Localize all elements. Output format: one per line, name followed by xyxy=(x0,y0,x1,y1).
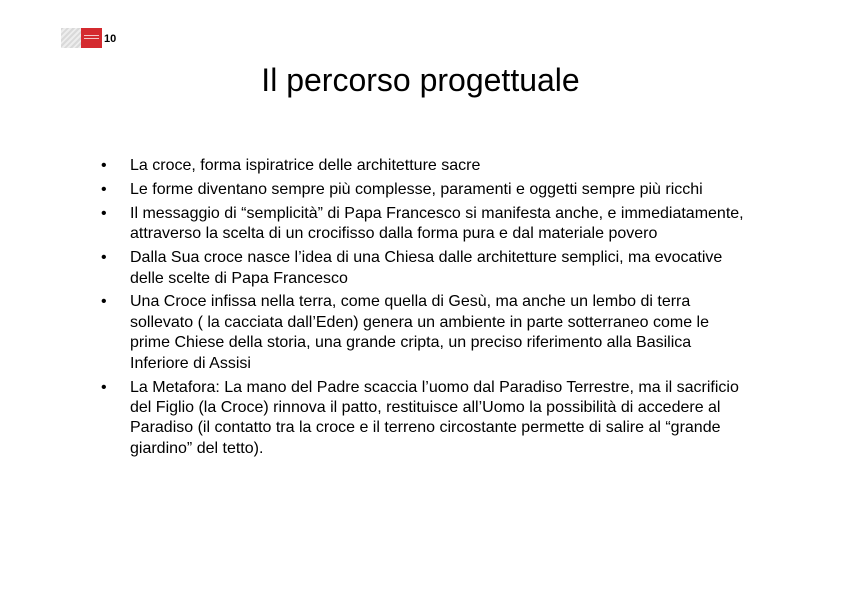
bullet-text: La croce, forma ispiratrice delle architetture sacre xyxy=(130,157,481,174)
bullet-text: La Metafora: La mano del Padre scaccia l’uomo dal Paradiso Terrestre, ma il sacrificio del Figlio (la Croce) rinnova il patto, restituisce all’Uomo la possibilità di accedere al Paradiso (il contatto tra la croce e il terreno circostante permette di salire al “grande giardino” del tetto). xyxy=(130,378,739,457)
logo-pattern xyxy=(61,28,81,48)
bullet-dot: • xyxy=(101,157,107,174)
logo-red-block xyxy=(81,28,102,48)
bullet-list xyxy=(101,156,751,463)
bullet-item xyxy=(101,248,751,289)
bullet-item xyxy=(101,292,751,374)
bullet-text: Una Croce infissa nella terra, come quella di Gesù, ma anche un lembo di terra sollevato ( la cacciata dall’Eden) genera un ambiente in parte sotterraneo come le prime Chiese della storia, una grande cripta, un preciso riferimento alla Basilica Inferiore di Assisi xyxy=(130,293,709,372)
bullet-dot: • xyxy=(101,378,107,396)
bullet-text: Dalla Sua croce nasce l’idea di una Chiesa dalle architetture semplici, ma evocative delle scelte di Papa Francesco xyxy=(130,249,723,287)
bullet-dot: • xyxy=(101,204,107,222)
page-number: 10 xyxy=(104,33,117,45)
bullet-dot: • xyxy=(101,180,107,198)
bullet-item xyxy=(101,156,751,176)
bullet-dot: • xyxy=(101,249,107,267)
bullet-item xyxy=(101,204,751,245)
slide-title: Il percorso progettuale xyxy=(261,62,580,98)
bullet-text: Le forme diventano sempre più complesse, paramenti e oggetti sempre più ricchi xyxy=(130,180,703,198)
bullet-item xyxy=(101,180,751,200)
bullet-dot: • xyxy=(101,293,107,311)
bullet-item xyxy=(101,378,751,460)
bullet-text: Il messaggio di “semplicità” di Papa Francesco si manifesta anche, e immediatamente, attraverso la scelta di un crocifisso dalla forma pura e dal materiale povero xyxy=(130,204,744,243)
logo xyxy=(61,28,102,48)
